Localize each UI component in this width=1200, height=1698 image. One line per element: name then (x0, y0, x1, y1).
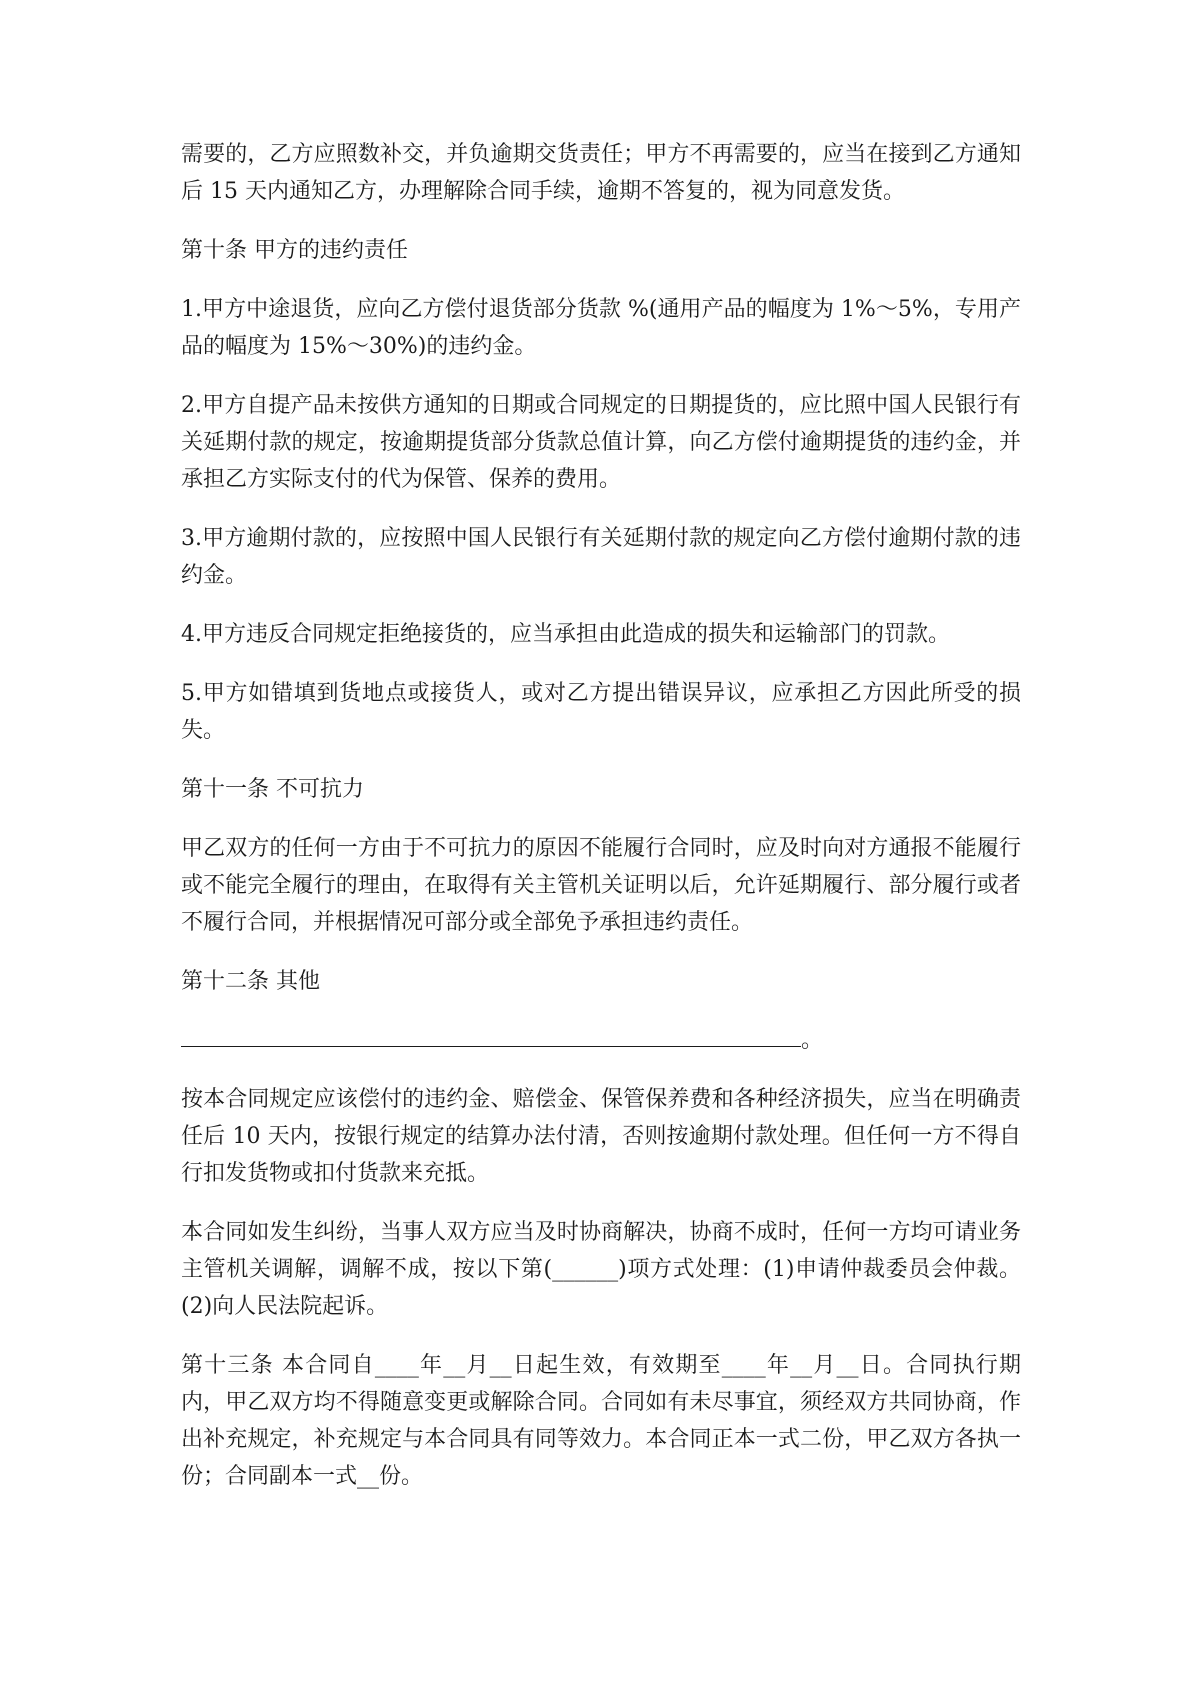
article-13-body: 第十三条 本合同自____年__月__日起生效，有效期至____年__月__日。合同执行期内，甲乙双方均不得随意变更或解除合同。合同如有未尽事宜，须经双方共同协商，作出补充规定，补充规定与本合同具有同等效力。本合同正本一式二份，甲乙双方各执一份；合同副本一式__份。 (181, 1353, 1021, 1489)
article-10-clause-4: 4.甲方违反合同规定拒绝接货的，应当承担由此造成的损失和运输部门的罚款。 (181, 622, 950, 647)
article-10-heading: 第十条 甲方的违约责任 (181, 238, 408, 263)
article-10-clause-1: 1.甲方中途退货，应向乙方偿付退货部分货款 %(通用产品的幅度为 1%～5%，专用产品的幅度为 15%～30%)的违约金。 (181, 297, 1021, 359)
paragraph-delivery-shortfall: 需要的，乙方应照数补交，并负逾期交货责任；甲方不再需要的，应当在接到乙方通知后 15 天内通知乙方，办理解除合同手续，逾期不答复的，视为同意发货。 (181, 142, 1021, 204)
article-10-clause-5: 5.甲方如错填到货地点或接货人，或对乙方提出错误异议，应承担乙方因此所受的损失。 (181, 681, 1021, 743)
blank-line-period: 。 (801, 1028, 824, 1053)
article-11-heading: 第十一条 不可抗力 (181, 777, 364, 802)
article-10-clause-2: 2.甲方自提产品未按供方通知的日期或合同规定的日期提货的，应比照中国人民银行有关延期付款的规定，按逾期提货部分货款总值计算，向乙方偿付逾期提货的违约金，并承担乙方实际支付的代为保管、保养的费用。 (181, 393, 1021, 492)
article-12-dispute-paragraph: 本合同如发生纠纷，当事人双方应当及时协商解决，协商不成时，任何一方均可请业务主管机关调解，调解不成，按以下第(______)项方式处理：(1)申请仲裁委员会仲裁。(2)向人民法院起诉。 (181, 1220, 1021, 1319)
document-body (181, 136, 1021, 1495)
article-10-clause-3: 3.甲方逾期付款的，应按照中国人民银行有关延期付款的规定向乙方偿付逾期付款的违约金。 (181, 526, 1021, 588)
article-12-heading: 第十二条 其他 (181, 969, 320, 994)
article-11-body: 甲乙双方的任何一方由于不可抗力的原因不能履行合同时，应及时向对方通报不能履行或不能完全履行的理由，在取得有关主管机关证明以后，允许延期履行、部分履行或者不履行合同，并根据情况可部分或全部免予承担违约责任。 (181, 836, 1021, 935)
article-12-fill-in-line (181, 1022, 1021, 1059)
article-12-compensation-paragraph: 按本合同规定应该偿付的违约金、赔偿金、保管保养费和各种经济损失，应当在明确责任后 10 天内，按银行规定的结算办法付清，否则按逾期付款处理。但任何一方不得自行扣发货物或扣付货款来充抵。 (181, 1087, 1021, 1186)
blank-underline (181, 1022, 801, 1047)
